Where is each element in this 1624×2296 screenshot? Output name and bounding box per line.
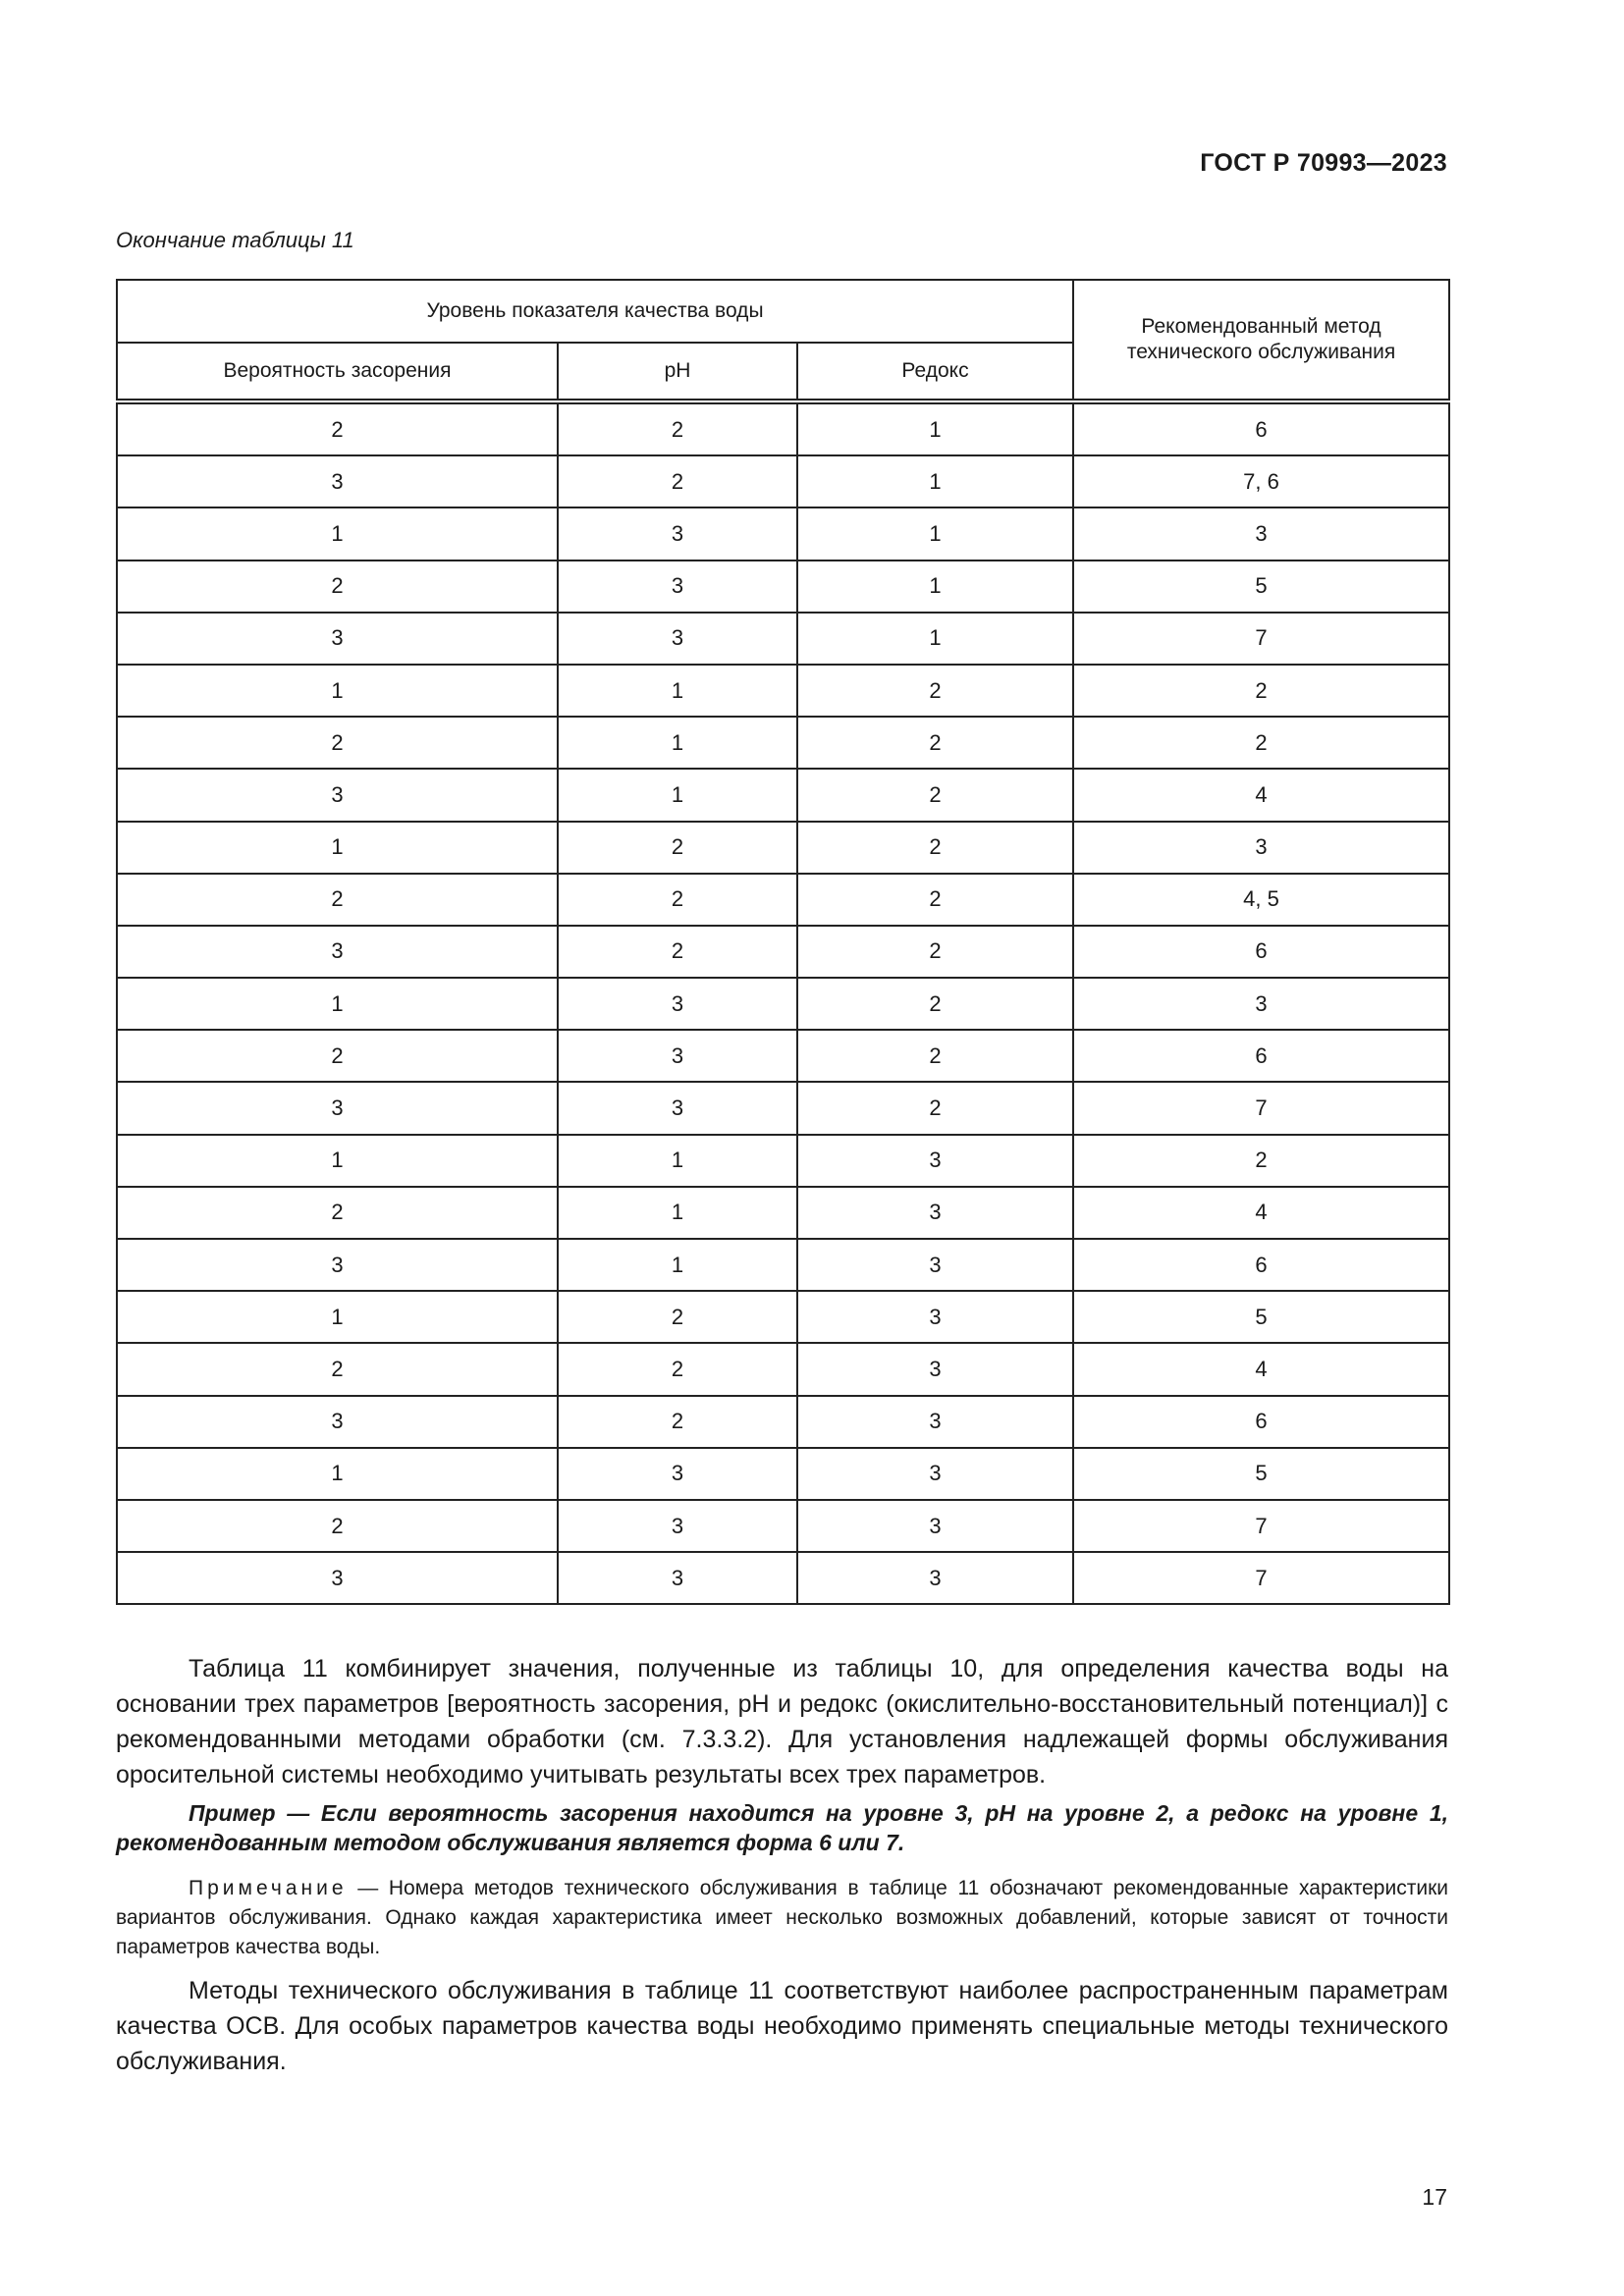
cell-method: 3	[1073, 978, 1449, 1030]
cell-ph: 1	[558, 717, 797, 769]
cell-ph: 3	[558, 1082, 797, 1134]
cell-ph: 3	[558, 613, 797, 665]
note-text: — Номера методов технического обслуживания в таблице 11 обозначают рекомендованные характеристики вариантов обслуживания. Однако каждая характеристика имеет несколько возможных добавлений, которые зависят от точности параметров качества воды.	[116, 1877, 1448, 1958]
cell-ph: 1	[558, 1135, 797, 1187]
cell-clogging: 1	[117, 1448, 558, 1500]
cell-clogging: 1	[117, 507, 558, 560]
table-row	[117, 874, 1449, 926]
table-row	[117, 822, 1449, 874]
cell-redox: 3	[797, 1448, 1073, 1500]
cell-redox: 2	[797, 926, 1073, 978]
table-row	[117, 769, 1449, 821]
cell-ph: 3	[558, 978, 797, 1030]
column-header-clogging: Вероятность засорения	[117, 343, 558, 401]
table-row	[117, 926, 1449, 978]
table-row	[117, 717, 1449, 769]
cell-ph: 2	[558, 822, 797, 874]
table-row	[117, 1082, 1449, 1134]
cell-clogging: 1	[117, 665, 558, 717]
cell-clogging: 2	[117, 1500, 558, 1552]
cell-method: 3	[1073, 822, 1449, 874]
table-row	[117, 1030, 1449, 1082]
cell-redox: 3	[797, 1291, 1073, 1343]
cell-clogging: 1	[117, 1291, 558, 1343]
cell-clogging: 2	[117, 717, 558, 769]
cell-clogging: 3	[117, 455, 558, 507]
cell-method: 6	[1073, 1396, 1449, 1448]
column-header-ph: pH	[558, 343, 797, 401]
cell-redox: 2	[797, 1030, 1073, 1082]
cell-ph: 2	[558, 455, 797, 507]
cell-redox: 3	[797, 1135, 1073, 1187]
cell-redox: 3	[797, 1239, 1073, 1291]
column-header-redox: Редокс	[797, 343, 1073, 401]
cell-ph: 3	[558, 561, 797, 613]
cell-redox: 2	[797, 665, 1073, 717]
table-row	[117, 1343, 1449, 1395]
cell-clogging: 2	[117, 1030, 558, 1082]
cell-redox: 2	[797, 1082, 1073, 1134]
method-header	[1073, 280, 1449, 401]
table-row	[117, 1552, 1449, 1604]
cell-redox: 2	[797, 978, 1073, 1030]
table-row	[117, 1500, 1449, 1552]
cell-method: 4, 5	[1073, 874, 1449, 926]
group-header: Уровень показателя качества воды	[117, 280, 1073, 343]
cell-ph: 2	[558, 401, 797, 455]
cell-redox: 1	[797, 561, 1073, 613]
quality-method-table	[116, 279, 1450, 1605]
cell-ph: 1	[558, 1187, 797, 1239]
cell-method: 7	[1073, 1500, 1449, 1552]
table-row	[117, 1396, 1449, 1448]
table-row	[117, 1448, 1449, 1500]
cell-clogging: 3	[117, 1396, 558, 1448]
table-row	[117, 455, 1449, 507]
cell-ph: 3	[558, 1552, 797, 1604]
cell-redox: 3	[797, 1396, 1073, 1448]
table-row	[117, 401, 1449, 455]
note-block	[116, 1874, 1448, 1962]
cell-redox: 1	[797, 455, 1073, 507]
document-code: ГОСТ Р 70993—2023	[1200, 149, 1447, 177]
table-row	[117, 665, 1449, 717]
cell-ph: 1	[558, 769, 797, 821]
cell-ph: 2	[558, 926, 797, 978]
cell-method: 7	[1073, 1552, 1449, 1604]
cell-redox: 3	[797, 1500, 1073, 1552]
cell-clogging: 2	[117, 1187, 558, 1239]
example-text: Пример — Если вероятность засорения находится на уровне 3, pH на уровне 2, а редокс на уровне 1, рекомендованным методом обслуживания является форма 6 или 7.	[116, 1800, 1448, 1855]
cell-ph: 2	[558, 1291, 797, 1343]
cell-method: 7, 6	[1073, 455, 1449, 507]
table-body	[117, 401, 1449, 1604]
cell-method: 2	[1073, 1135, 1449, 1187]
cell-redox: 1	[797, 507, 1073, 560]
paragraph-2-text: Методы технического обслуживания в таблице 11 соответствуют наиболее распространенным параметрам качества ОСВ. Для особых параметров качества воды необходимо применять специальные методы технического обслуживания.	[116, 1977, 1448, 2075]
table-row	[117, 1187, 1449, 1239]
cell-redox: 3	[797, 1552, 1073, 1604]
cell-method: 5	[1073, 561, 1449, 613]
cell-ph: 2	[558, 1343, 797, 1395]
paragraph-1-text: Таблица 11 комбинирует значения, полученные из таблицы 10, для определения качества воды на основании трех параметров [вероятность засорения, pH и редокс (окислительно-восстановительный потенциал)] с рекомендованными методами обработки (см. 7.3.3.2). Для установления надлежащей формы обслуживания оросительной системы необходимо учитывать результаты всех трех параметров.	[116, 1655, 1448, 1789]
cell-ph: 3	[558, 1030, 797, 1082]
cell-ph: 2	[558, 1396, 797, 1448]
cell-method: 4	[1073, 769, 1449, 821]
table-row	[117, 978, 1449, 1030]
table-row	[117, 613, 1449, 665]
cell-method: 5	[1073, 1448, 1449, 1500]
cell-method: 4	[1073, 1343, 1449, 1395]
cell-redox: 1	[797, 401, 1073, 455]
cell-redox: 2	[797, 717, 1073, 769]
paragraph-1	[116, 1651, 1448, 1792]
cell-method: 3	[1073, 507, 1449, 560]
table-caption: Окончание таблицы 11	[116, 228, 354, 252]
cell-clogging: 3	[117, 613, 558, 665]
cell-ph: 3	[558, 507, 797, 560]
table-row	[117, 1291, 1449, 1343]
cell-method: 6	[1073, 1239, 1449, 1291]
cell-clogging: 1	[117, 978, 558, 1030]
method-header-text: Рекомендованный метод технического обслуживания	[1126, 315, 1396, 363]
cell-clogging: 3	[117, 1239, 558, 1291]
cell-redox: 2	[797, 822, 1073, 874]
cell-clogging: 2	[117, 561, 558, 613]
cell-ph: 3	[558, 1448, 797, 1500]
cell-clogging: 2	[117, 401, 558, 455]
cell-clogging: 2	[117, 1343, 558, 1395]
cell-method: 7	[1073, 1082, 1449, 1134]
table-row	[117, 507, 1449, 560]
cell-method: 6	[1073, 401, 1449, 455]
cell-method: 5	[1073, 1291, 1449, 1343]
table-row	[117, 1135, 1449, 1187]
example-block	[116, 1798, 1448, 1857]
cell-redox: 2	[797, 874, 1073, 926]
cell-clogging: 3	[117, 926, 558, 978]
cell-clogging: 3	[117, 1552, 558, 1604]
table-row	[117, 561, 1449, 613]
note-label: Примечание	[189, 1877, 348, 1899]
cell-method: 6	[1073, 926, 1449, 978]
cell-clogging: 3	[117, 1082, 558, 1134]
cell-method: 7	[1073, 613, 1449, 665]
cell-clogging: 1	[117, 1135, 558, 1187]
cell-method: 4	[1073, 1187, 1449, 1239]
paragraph-2	[116, 1973, 1448, 2079]
cell-ph: 2	[558, 874, 797, 926]
table-row	[117, 1239, 1449, 1291]
cell-clogging: 1	[117, 822, 558, 874]
cell-method: 2	[1073, 717, 1449, 769]
cell-clogging: 2	[117, 874, 558, 926]
cell-redox: 3	[797, 1343, 1073, 1395]
cell-method: 6	[1073, 1030, 1449, 1082]
cell-ph: 1	[558, 665, 797, 717]
cell-redox: 2	[797, 769, 1073, 821]
cell-ph: 1	[558, 1239, 797, 1291]
cell-redox: 3	[797, 1187, 1073, 1239]
cell-ph: 3	[558, 1500, 797, 1552]
cell-method: 2	[1073, 665, 1449, 717]
cell-clogging: 3	[117, 769, 558, 821]
page-number: 17	[1422, 2184, 1447, 2210]
cell-redox: 1	[797, 613, 1073, 665]
